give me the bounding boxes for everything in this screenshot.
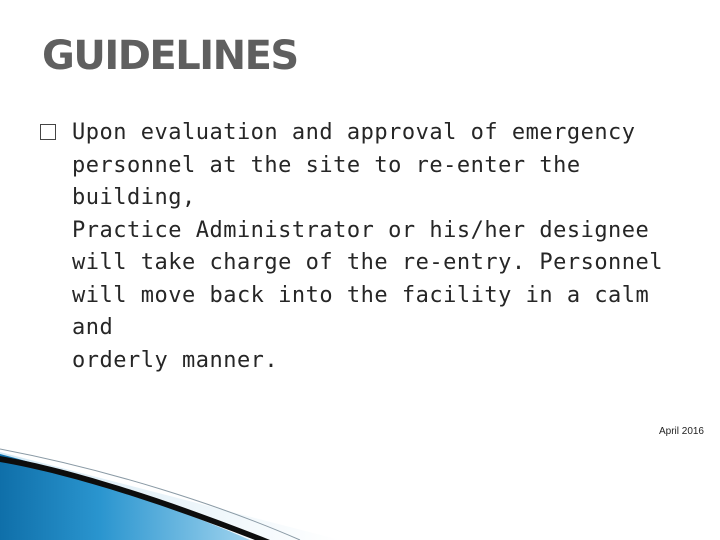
bullet-list [40,117,680,377]
bullet-text: Upon evaluation and approval of emergency personnel at the site to re-enter the building, Practice Administrator or his/her designee will take charge of the re-entry. Personnel will move back into the facility in a calm and orderly manner. [72,120,664,373]
footer-date: April 2016 [658,426,704,437]
slide-title: GUIDELINES [42,33,298,79]
bullet-item [40,117,680,377]
square-bullet-icon [40,124,56,140]
